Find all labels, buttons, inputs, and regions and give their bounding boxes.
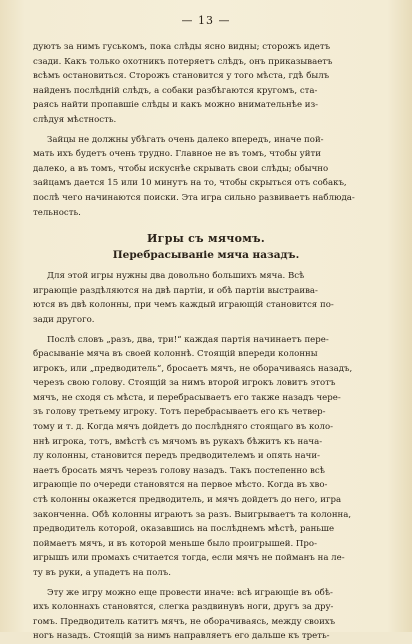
text-line: Зайцы не должны убѣгать очень далеко впередъ, иначе пой- — [47, 134, 324, 145]
text-line: ту въ руки, а упадетъ на полъ. — [33, 568, 171, 578]
text-line: раясь найти пропавшіе слѣды и какъ можно внимательнѣе из- — [33, 100, 319, 111]
text-line: гомъ. Предводитель катитъ мячъ, не оборачиваясь, между своихъ — [33, 616, 336, 627]
text-line: лу колонны, становится передъ предводителемъ и опять начи- — [33, 451, 320, 462]
paragraph — [33, 40, 379, 128]
paragraph — [33, 269, 379, 327]
text-line: всѣмъ остановиться. Сторожъ становится у того мѣста, гдѣ былъ — [33, 71, 330, 82]
text-line: далеко, а въ томъ, чтобы искуснѣе скрывать свои слѣды; обычно — [33, 163, 329, 174]
text-line: предводитель которой, оказавшись на послѣднемъ мѣстѣ, раньше — [33, 524, 335, 535]
text-line: дуютъ за нимъ гуськомъ, пока слѣды ясно видны; сторожъ идетъ — [33, 42, 331, 52]
paragraph — [33, 133, 379, 221]
text-line: тому и т. д. Когда мячъ дойдетъ до послѣдняго стоящаго въ коло- — [33, 422, 334, 433]
text-line: мячъ, не сходя съ мѣста, и перебрасываетъ его также назадъ чере- — [33, 392, 341, 403]
text-line: играющіе по очереди становятся на первое мѣсто. Когда въ хво- — [33, 480, 328, 491]
paragraph — [33, 586, 379, 644]
text-line: игрокъ, или „предводитель“, бросаетъ мячъ, не оборачиваясь назадъ, — [33, 363, 353, 374]
text-line: черезъ свою голову. Стоящій за нимъ второй игрокъ ловитъ этотъ — [33, 378, 336, 389]
text-line: поймаетъ мячъ, и въ которой меньше было проигрышей. Про- — [33, 538, 317, 549]
text-line: Для этой игры нужны два довольно большихъ мяча. Всѣ — [47, 271, 305, 282]
text-line: сзади. Какъ только охотникъ потеряетъ слѣдъ, онъ приказываетъ — [33, 56, 333, 67]
text-line: наетъ бросать мячъ черезъ голову назадъ. Такъ постепенно всѣ — [33, 465, 325, 476]
text-line: играющіе раздѣляются на двѣ партіи, и обѣ партіи выстраива- — [33, 285, 318, 296]
text-line: ногъ назадъ. Стоящій за нимъ направляетъ его дальше къ треть- — [33, 631, 330, 642]
text-line: найденъ послѣдній слѣдъ, а собаки разбѣгаются кругомъ, ста- — [33, 85, 318, 96]
text-line: игрышъ или промахъ считается тогда, если мячъ не пойманъ на ле- — [33, 553, 345, 564]
text-line: законченна. Обѣ колонны играютъ за разъ. Выигрываетъ та колонна, — [33, 509, 352, 520]
text-line: тельность. — [33, 207, 81, 218]
text-line: мать ихъ будетъ очень трудно. Главное не въ томъ, чтобы уйти — [33, 149, 321, 160]
text-line: зъ голову третьему игроку. Тотъ перебрасываетъ его къ четвер- — [33, 407, 326, 418]
paragraph — [33, 333, 379, 581]
text-line: зайцамъ дается 15 или 10 минутъ на то, чтобы скрыться отъ собакъ, — [33, 178, 347, 189]
text-line: зади другого. — [33, 314, 95, 325]
page-number: — 13 — — [181, 14, 231, 27]
paragraph-group-bottom — [33, 269, 379, 644]
text-column — [33, 40, 379, 644]
text-line: слѣдуя мѣстность. — [33, 114, 117, 125]
text-line: ннѣ игрока, тотъ, вмѣстѣ съ мячомъ въ рукахъ бѣжитъ къ нача- — [33, 436, 323, 447]
paragraph-group-top — [33, 40, 379, 220]
section-heading: Игры съ мячомъ. — [146, 232, 266, 246]
text-line: послѣ чего начинаются поиски. Эта игра сильно развиваетъ наблюда- — [33, 192, 355, 203]
text-line: брасываніе мяча въ своей колоннѣ. Стоящій впереди колонны — [33, 349, 318, 360]
text-line: стѣ колонны окажется предводитель, и мячъ дойдетъ до него, игра — [33, 495, 342, 506]
section-subheading: Перебрасываніе мяча назадъ. — [112, 249, 300, 262]
text-line: ются въ двѣ колонны, при чемъ каждый играющій становится по- — [33, 300, 334, 311]
text-line: ихъ колоннахъ становятся, слегка раздвинувъ ноги, другъ за дру- — [33, 602, 334, 613]
text-line: Послѣ словъ „разъ, два, три!“ каждая партія начинаетъ пере- — [47, 334, 329, 345]
text-line: Эту же игру можно еще провести иначе: всѣ играющіе въ обѣ- — [47, 587, 333, 598]
